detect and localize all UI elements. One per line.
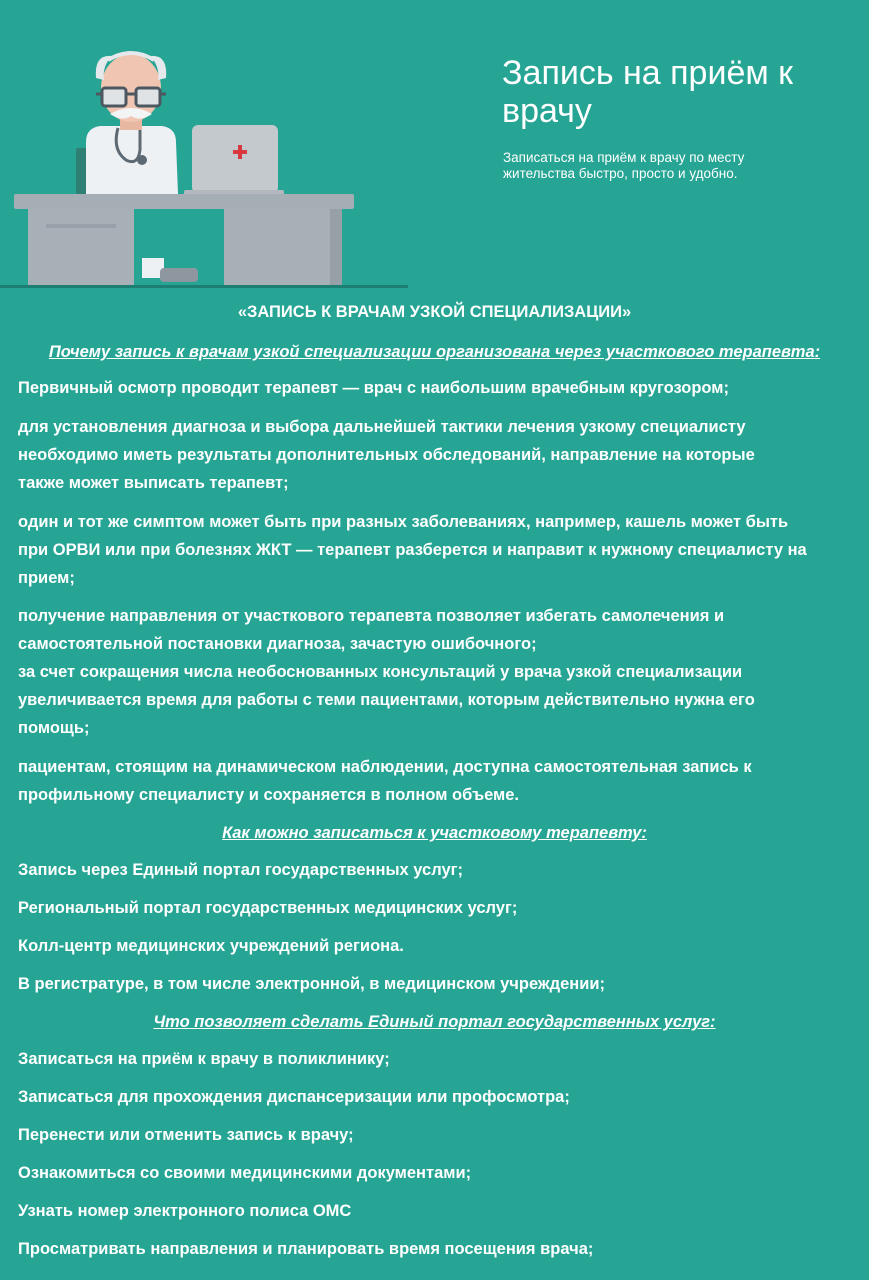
body-line: увеличивается время для работы с теми пациентами, которым действительно нужна его xyxy=(18,691,755,709)
hero-title: Запись на приём к врачу xyxy=(502,54,794,130)
body-line: необходимо иметь результаты дополнительных обследований, направление на которые xyxy=(18,446,755,464)
body-line: самостоятельной постановки диагноза, зачастую ошибочного; xyxy=(18,635,537,653)
section3-heading: Что позволяет сделать Единый портал государственных услуг: xyxy=(153,1013,716,1031)
list-item: Записаться для прохождения диспансеризации или профосмотра; xyxy=(18,1088,570,1106)
list-item: Просматривать направления и планировать время посещения врача; xyxy=(18,1240,594,1258)
body-line: один и тот же симптом может быть при разных заболеваниях, например, кашель может быть xyxy=(18,513,789,531)
body-line: при ОРВИ или при болезнях ЖКТ — терапевт разберется и направит к нужному специалисту на xyxy=(18,541,807,559)
body-line: также может выписать терапевт; xyxy=(18,474,289,492)
body-line: за счет сокращения числа необоснованных консультаций у врача узкой специализации xyxy=(18,663,743,681)
body-line: для установления диагноза и выбора дальнейшей тактики лечения узкому специалисту xyxy=(18,418,746,436)
list-item: Региональный портал государственных медицинских услуг; xyxy=(18,899,518,917)
doctor-illustration xyxy=(0,0,420,292)
section2-heading: Как можно записаться к участковому терапевту: xyxy=(222,824,647,842)
body-line: профильному специалисту и сохраняется в полном объеме. xyxy=(18,786,520,804)
list-item: Перенести или отменить запись к врачу; xyxy=(18,1126,354,1144)
body-line: получение направления от участкового терапевта позволяет избегать самолечения и xyxy=(18,607,725,625)
body-line: помощь; xyxy=(18,719,90,737)
list-item: Узнать номер электронного полиса ОМС xyxy=(18,1202,352,1220)
body-line: прием; xyxy=(18,569,75,587)
floor-line xyxy=(0,285,408,288)
hero-banner xyxy=(0,0,869,292)
hero-subtitle: Записаться на приём к врачу по месту жительства быстро, просто и удобно. xyxy=(503,150,745,181)
section1-heading: Почему запись к врачам узкой специализации организована через участкового терапевта: xyxy=(48,343,821,361)
list-item: Ознакомиться со своими медицинскими документами; xyxy=(18,1164,472,1182)
laptop-icon xyxy=(184,125,284,196)
list-item: В регистратуре, в том числе электронной, в медицинском учреждении; xyxy=(18,975,606,993)
main-heading: «ЗАПИСЬ К ВРАЧАМ УЗКОЙ СПЕЦИАЛИЗАЦИИ» xyxy=(237,303,632,321)
list-item: Записаться на приём к врачу в поликлинику; xyxy=(18,1050,390,1068)
list-item: Запись через Единый портал государственных услуг; xyxy=(18,861,464,879)
body-line: пациентам, стоящим на динамическом наблюдении, доступна самостоятельная запись к xyxy=(18,758,752,776)
body-line: Первичный осмотр проводит терапевт — врач с наибольшим врачебным кругозором; xyxy=(18,379,729,397)
list-item: Колл-центр медицинских учреждений региона. xyxy=(18,937,404,955)
doctor-coat xyxy=(86,126,178,194)
